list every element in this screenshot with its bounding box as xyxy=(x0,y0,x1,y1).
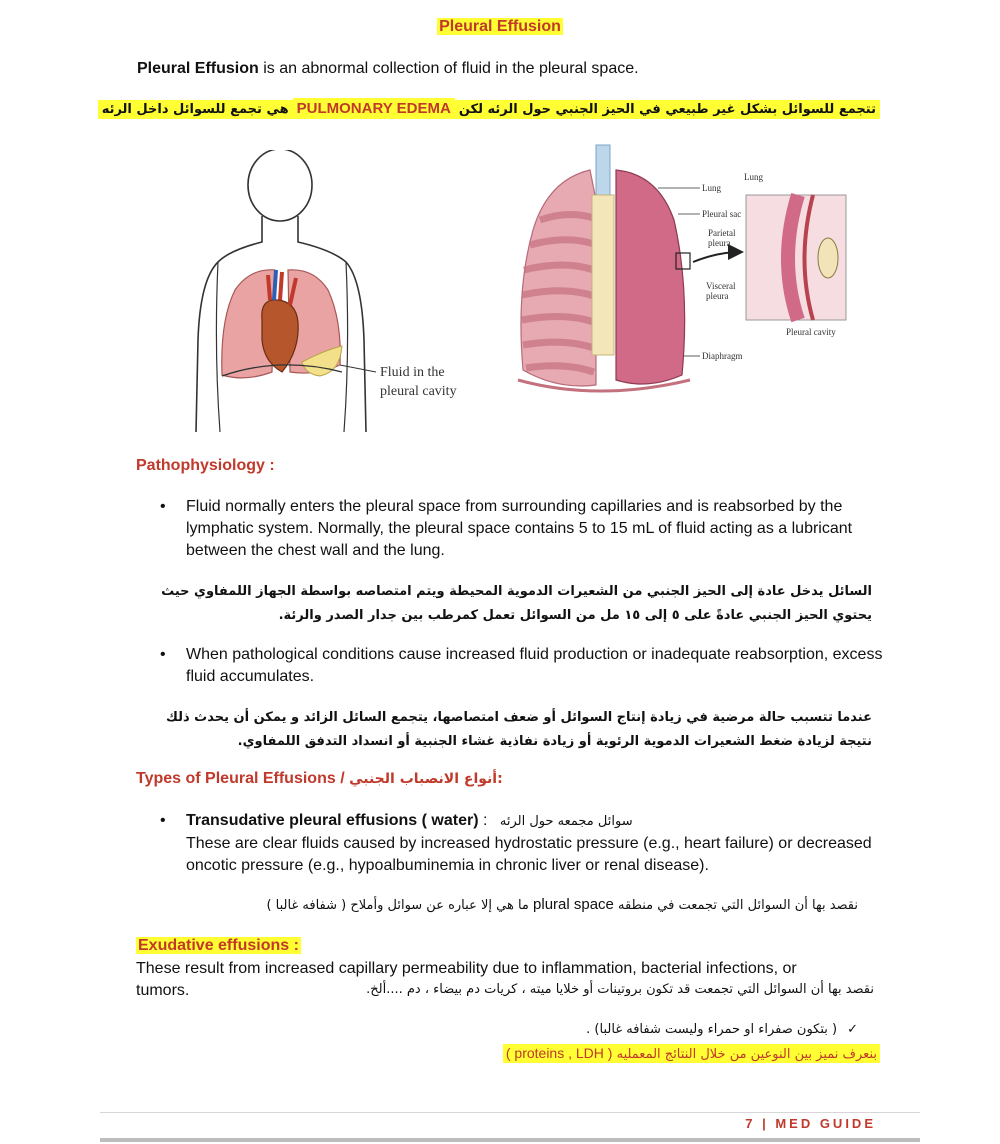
check-text: ( بتكون صفراء او حمراء وليست شفافه غالبا) . xyxy=(586,1022,838,1037)
ribcage-left xyxy=(521,170,596,386)
definition-text: is an abnormal collection of fluid in the pleural space. xyxy=(258,60,639,77)
exudative-title: Exudative effusions : xyxy=(138,937,299,954)
final-note xyxy=(503,1044,880,1063)
transudative-ar-note-2: ما هي إلا عباره عن سوائل وأملاح ( شفافه غالبا ) xyxy=(266,898,529,913)
transudative-colon: : xyxy=(478,812,488,829)
exudative-title-wrap xyxy=(136,937,301,955)
footer-divider xyxy=(100,1112,920,1113)
bottom-bar xyxy=(100,1138,920,1142)
label-visceral-2: pleura xyxy=(706,291,729,301)
transudative-ar-note-term: plural space xyxy=(533,896,614,913)
patho-bullet-2-text: When pathological conditions cause increased fluid production or inadequate reabsorption, excess fluid accumulates. xyxy=(186,646,883,685)
types-heading-en: Types of Pleural Effusions / xyxy=(136,770,350,787)
patho-heading: Pathophysiology : xyxy=(136,457,275,474)
bullet-dot: • xyxy=(160,646,166,663)
fluid-label-2: pleural cavity xyxy=(380,384,457,399)
arabic-intro-part1: تتجمع للسوائل بشكل غير طبيعي في الحيز الجنبي حول الرئه لكن xyxy=(455,100,880,119)
transudative-ar-note xyxy=(266,896,858,913)
title-text: Pleural Effusion xyxy=(439,18,561,35)
head-shape xyxy=(248,150,312,221)
patho-bullet-1-text: Fluid normally enters the pleural space from surrounding capillaries and is reabsorbed by the lymphatic system. Normally, the pleural space contains 5 to 15 mL of fluid acting as a lubricant between the chest wall and the lung. xyxy=(186,498,853,559)
bullet-dot: • xyxy=(160,812,166,829)
check-line xyxy=(586,1022,858,1037)
label-visceral-1: Visceral xyxy=(706,281,736,291)
exudative-text-2: tumors. xyxy=(136,982,190,999)
torso-illustration xyxy=(190,150,470,435)
transudative-ar-note-1: نقصد بها أن السوائل التي تجمعت في منطقه xyxy=(618,898,858,913)
definition-term: Pleural Effusion xyxy=(137,60,259,77)
definition xyxy=(137,60,639,78)
patho-bullet-2 xyxy=(160,644,900,690)
label-lung: Lung xyxy=(702,183,721,193)
fluid-label-1: Fluid in the xyxy=(380,365,445,380)
patho-bullet-1 xyxy=(160,496,900,566)
transudative-ar: سوائل مجمعه حول الرئه xyxy=(499,814,633,829)
transudative-bullet xyxy=(160,810,900,880)
right-lung-pink xyxy=(616,170,685,384)
types-heading-ar: أنواع الانصباب الجنبي: xyxy=(349,771,503,787)
label-diaphragm: Diaphragm xyxy=(702,351,743,361)
bullet-dot: • xyxy=(160,498,166,515)
final-ar: بنعرف نميز بين النوعين من خلال النتائج المعمليه xyxy=(616,1047,877,1062)
patho-arabic-1: السائل يدخل عادة إلى الحيز الجنبي من الشعيرات الدموية المحيطة ويتم امتصاصه بواسطة الجهاز اللمفاوي حيث يحتوي الحيز الجنبي عادةً على ٥ إلى ١٥ مل من السوائل تعمل كمرطب بين جدار الصدر والرئة. xyxy=(161,584,872,623)
transudative-title: Transudative pleural effusions ( water) xyxy=(186,812,479,829)
label-lung-small: Lung xyxy=(744,172,763,182)
label-parietal-2: pleura xyxy=(708,238,731,248)
label-parietal-1: Parietal xyxy=(708,228,736,238)
arabic-intro-term: PULMONARY EDEMA xyxy=(293,98,455,119)
label-pleural-sac: Pleural sac xyxy=(702,209,742,219)
page-title xyxy=(0,18,1000,36)
lung-pleura-illustration xyxy=(478,140,858,435)
label-pleural-cavity: Pleural cavity xyxy=(786,327,836,337)
exudative-text-1: These result from increased capillary permeability due to inflammation, bacterial infections, or xyxy=(136,960,797,977)
exudative-ar: نقصد بها أن السوائل التي تجمعت قد تكون بروتينات أو خلايا ميته ، كريات دم بيضاء ، دم ....ألخ. xyxy=(366,982,874,997)
transudative-text: These are clear fluids caused by increased hydrostatic pressure (e.g., heart failure) or decreased oncotic pressure (e.g., hypoalbuminemia in chronic liver or renal disease). xyxy=(186,835,872,874)
check-mark-icon: ✓ xyxy=(847,1022,858,1037)
arabic-intro-part2: هي تجمع للسوائل داخل الرئه xyxy=(98,100,293,119)
arabic-intro xyxy=(98,100,880,117)
types-heading xyxy=(136,770,503,788)
page-footer: 7 | MED GUIDE xyxy=(745,1116,876,1131)
patho-arabic-2: عندما تتسبب حالة مرضية في زيادة إنتاج السوائل أو ضعف امتصاصها، يتجمع السائل الزائد و يمكن أن يحدث ذلك نتيجة لزيادة ضغط الشعيرات الدموية الرئوية أو زيادة نفاذية غشاء الجنبية أو انسداد التدفق اللمفاوي. xyxy=(166,710,872,749)
final-en: ( proteins , LDH ) xyxy=(505,1045,613,1061)
